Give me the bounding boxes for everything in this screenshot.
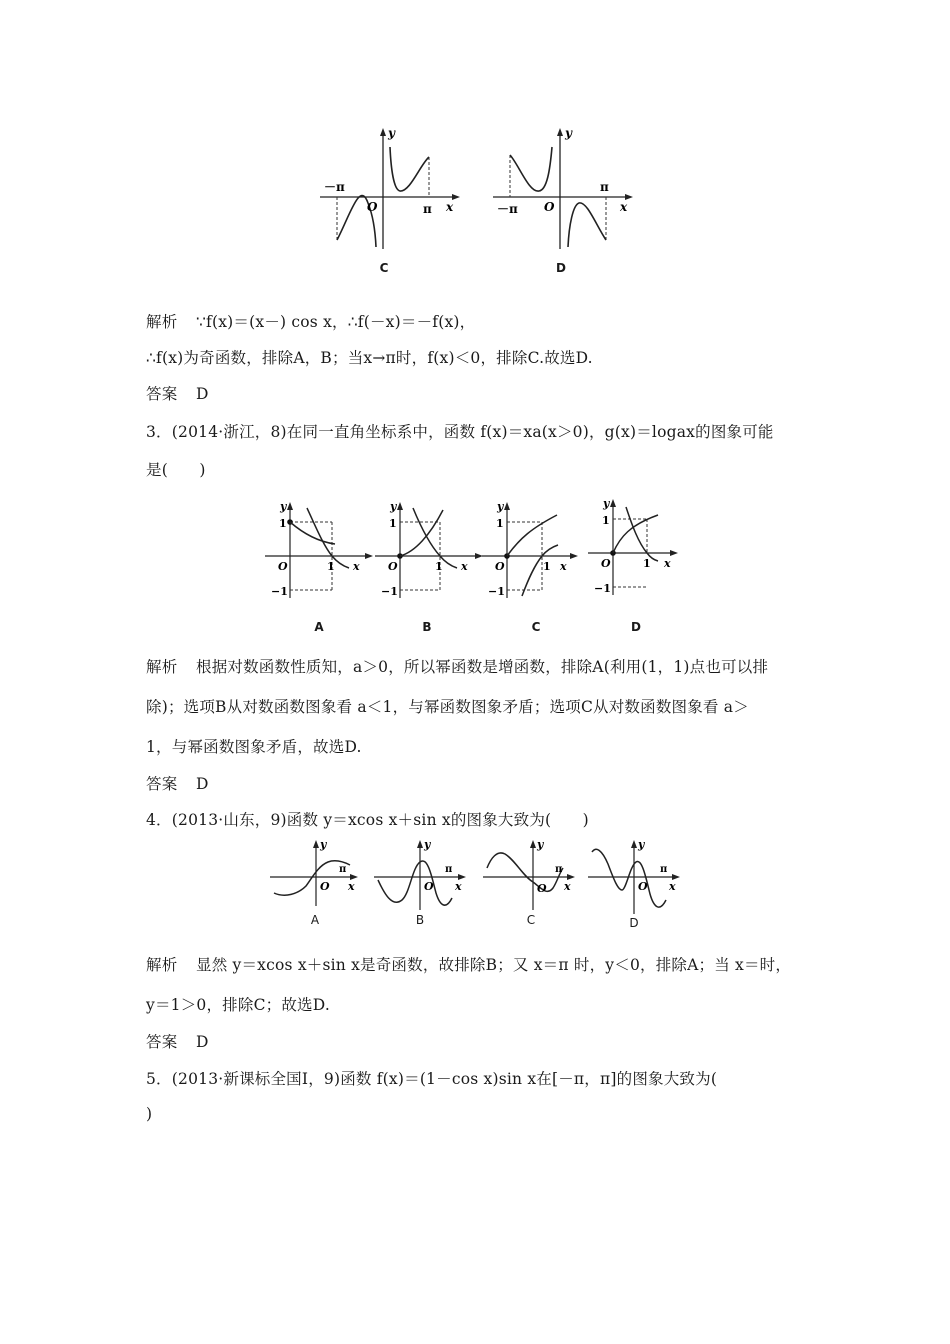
analysis-label: 解析 <box>146 658 178 676</box>
q2-answer <box>146 382 209 404</box>
graph-caption: A <box>310 913 320 927</box>
answer-value: D <box>196 385 209 403</box>
x-axis-label: x <box>564 880 571 893</box>
origin-label: O <box>320 880 330 893</box>
origin-label: O <box>388 560 398 573</box>
x-axis-label: x <box>620 200 628 214</box>
q3-graph-d <box>588 497 698 634</box>
y-axis-label: y <box>388 126 395 140</box>
y-axis-label: y <box>497 500 504 513</box>
x-axis-label: x <box>461 560 468 573</box>
one-label: 1 <box>496 517 504 530</box>
pi-label: π <box>660 864 668 875</box>
x-axis-label: x <box>560 560 567 573</box>
analysis-text: 根据对数函数性质知，a＞0，所以幂函数是增函数，排除A(利用(1，1)点也可以排 <box>196 658 769 676</box>
neg-one-label: −1 <box>488 585 505 598</box>
graph-c-top <box>320 125 460 275</box>
q3-analysis-line-1 <box>146 655 768 677</box>
origin-label: O <box>367 200 378 214</box>
q3-stem-line-1: 3．(2014·浙江，8)在同一直角坐标系中，函数 f(x)＝xa(x＞0)，g(x)＝logax的图象可能 <box>146 423 774 441</box>
neg-one-label: −1 <box>381 585 398 598</box>
q5-stem-line-1: 5．(2013·新课标全国Ⅰ，9)函数 f(x)＝(1－cos x)sin x在[－π，π]的图象大致为( <box>146 1070 718 1088</box>
neg-pi-label: －π <box>324 180 345 194</box>
q3-graph-c <box>482 500 592 634</box>
neg-one-label: −1 <box>594 582 611 595</box>
q3-stem-line-2: 是( ) <box>146 461 206 479</box>
x-axis-label: x <box>664 557 671 570</box>
q4-graph-b <box>374 838 474 927</box>
x-one-label: 1 <box>327 560 335 573</box>
origin-label: O <box>495 560 505 573</box>
answer-label: 答案 <box>146 385 178 403</box>
answer-value: D <box>196 775 209 793</box>
pi-label: π <box>423 202 432 216</box>
q2-analysis-line-1 <box>146 310 475 332</box>
analysis-text: ∵f(x)＝(x－) cos x，∴f(－x)＝－f(x)， <box>196 313 476 331</box>
x-axis-label: x <box>348 880 355 893</box>
q3-graph-b <box>375 500 485 634</box>
answer-label: 答案 <box>146 775 178 793</box>
x-axis-label: x <box>669 880 676 893</box>
x-axis-label: x <box>353 560 360 573</box>
answer-value: D <box>196 1033 209 1051</box>
origin-label: O <box>638 880 648 893</box>
x-one-label: 1 <box>435 560 443 573</box>
q4-graph-a <box>270 838 370 927</box>
pi-label: π <box>445 864 453 875</box>
q5-stem-line-2: ) <box>146 1105 153 1123</box>
origin-label: O <box>424 880 434 893</box>
graph-caption: D <box>629 916 639 930</box>
graph-caption: D <box>631 620 641 634</box>
q4-analysis-line-1 <box>146 953 791 975</box>
q4-stem: 4．(2013·山东，9)函数 y＝xcos x＋sin x的图象大致为( ) <box>146 811 589 829</box>
answer-label: 答案 <box>146 1033 178 1051</box>
analysis-label: 解析 <box>146 313 178 331</box>
y-axis-label: y <box>424 838 431 851</box>
q3-analysis-line-2: 除)；选项B从对数函数图象看 a＜1，与幂函数图象矛盾；选项C从对数函数图象看 a＞ <box>146 698 749 716</box>
y-axis-label: y <box>565 126 572 140</box>
y-axis-label: y <box>280 500 287 513</box>
origin-label: O <box>544 200 555 214</box>
origin-label: O <box>601 557 611 570</box>
y-axis-label: y <box>390 500 397 513</box>
x-axis-label: x <box>455 880 462 893</box>
q4-analysis-line-2: y＝1＞0，排除C；故选D. <box>146 996 330 1014</box>
q4-graph-c <box>483 838 583 927</box>
neg-pi-label: －π <box>497 202 518 216</box>
one-label: 1 <box>602 514 610 527</box>
y-axis-label: y <box>638 838 645 851</box>
q2-analysis-line-2: ∴f(x)为奇函数，排除A，B；当x→π时，f(x)＜0，排除C.故选D. <box>146 349 593 367</box>
graph-caption: A <box>314 620 324 634</box>
q4-answer <box>146 1030 209 1052</box>
graph-caption: D <box>556 261 566 275</box>
pi-label: π <box>600 180 609 194</box>
pi-label: π <box>555 864 563 875</box>
graph-caption: C <box>531 620 541 634</box>
y-axis-label: y <box>320 838 327 851</box>
graph-caption: C <box>526 913 536 927</box>
y-axis-label: y <box>603 497 610 510</box>
q3-graph-a <box>265 500 375 634</box>
one-label: 1 <box>279 517 287 530</box>
analysis-label: 解析 <box>146 956 178 974</box>
origin-label: O <box>278 560 288 573</box>
x-one-label: 1 <box>643 557 651 570</box>
analysis-text: 显然 y＝xcos x＋sin x是奇函数，故排除B；又 x＝π 时，y＜0，排除A；当 x＝时， <box>196 956 792 974</box>
graph-caption: B <box>415 913 425 927</box>
graph-caption: C <box>379 261 389 275</box>
neg-one-label: −1 <box>271 585 288 598</box>
q4-graph-d <box>588 838 688 930</box>
x-one-label: 1 <box>543 560 551 573</box>
graph-d-top <box>493 125 633 275</box>
x-axis-label: x <box>446 200 454 214</box>
q3-analysis-line-3: 1，与幂函数图象矛盾，故选D. <box>146 738 362 756</box>
graph-caption: B <box>422 620 432 634</box>
origin-label: O <box>537 882 547 895</box>
pi-label: π <box>339 864 347 875</box>
q3-answer <box>146 772 209 794</box>
y-axis-label: y <box>537 838 544 851</box>
one-label: 1 <box>389 517 397 530</box>
